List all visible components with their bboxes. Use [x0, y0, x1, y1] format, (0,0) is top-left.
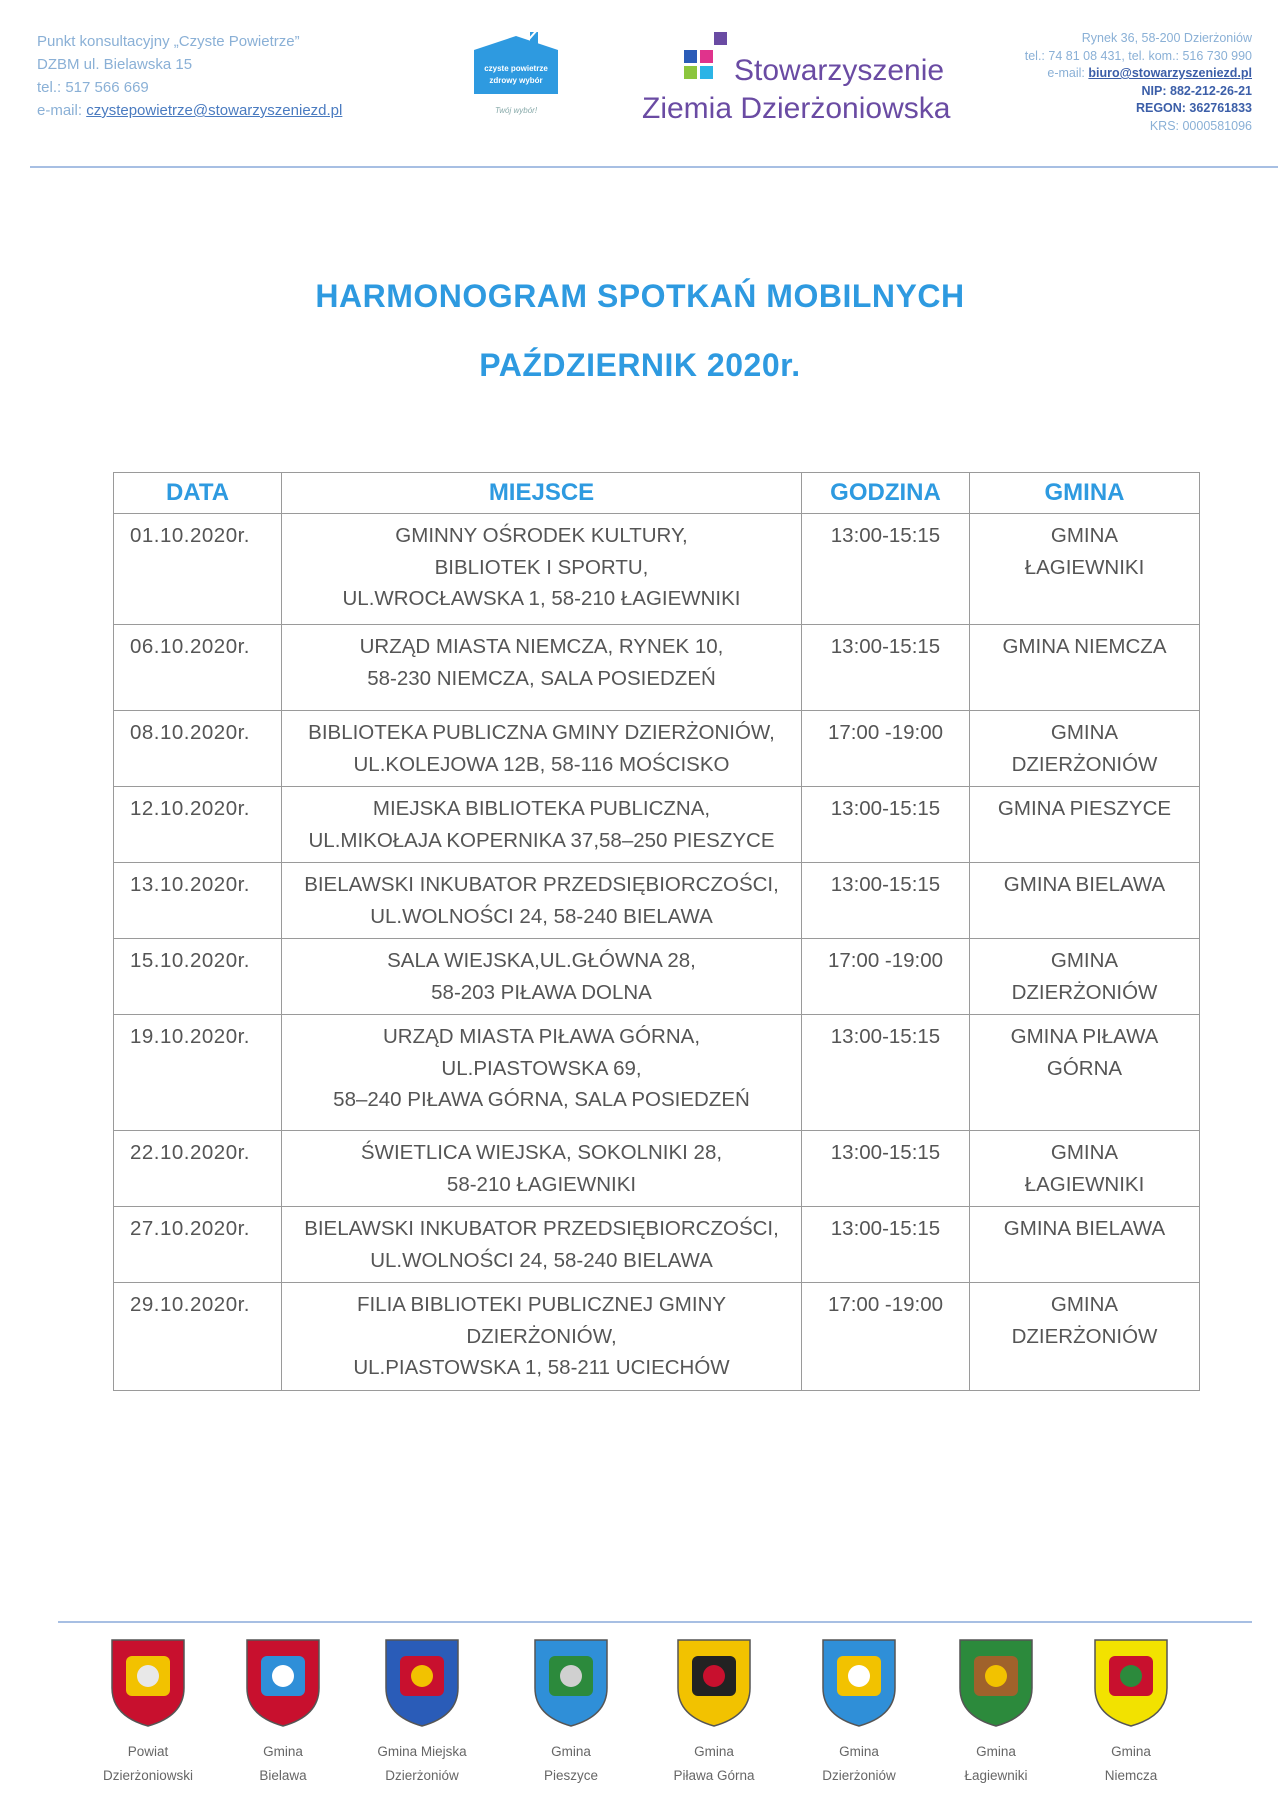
cell-hours: 13:00-15:15: [802, 1131, 970, 1207]
cell-place: [282, 1015, 802, 1131]
cell-date: 27.10.2020r.: [114, 1207, 282, 1283]
place-line: UL.PIASTOWSKA 1, 58-211 UCIECHÓW: [353, 1356, 730, 1379]
place-line: UL.KOLEJOWA 12B, 58-116 MOŚCISKO: [353, 752, 730, 776]
crest-label-line: Gmina: [976, 1744, 1016, 1759]
cell-date: 13.10.2020r.: [114, 863, 282, 939]
place-line: BIELAWSKI INKUBATOR PRZEDSIĘBIORCZOŚCI,: [304, 1217, 779, 1240]
logo-square: [684, 66, 697, 79]
crest-label-line: Gmina: [263, 1744, 303, 1759]
cell-place: [282, 1207, 802, 1283]
place-line: BIELAWSKI INKUBATOR PRZEDSIĘBIORCZOŚCI,: [304, 873, 779, 896]
commune-line: DZIERŻONIÓW: [1011, 752, 1158, 776]
cell-place: [282, 863, 802, 939]
commune-line: ŁAGIEWNIKI: [1024, 1172, 1145, 1196]
table-row: [114, 1283, 1200, 1391]
gmina-pieszyce-crest-icon: [531, 1636, 611, 1728]
commune-line: GMINA: [1050, 949, 1119, 972]
commune-line: GMINA: [1050, 1141, 1119, 1164]
cell-hours: 17:00 -19:00: [802, 939, 970, 1015]
logo-square: [714, 32, 727, 45]
logo-square: [700, 50, 713, 63]
column-header-place: MIEJSCE: [282, 473, 802, 514]
crest-label-line: Dzierżoniów: [822, 1768, 896, 1783]
cell-place: [282, 939, 802, 1015]
column-header-date: DATA: [114, 473, 282, 514]
crest-label-line: Pieszyce: [543, 1768, 599, 1783]
stowarzyszenie-logo: [640, 30, 950, 130]
table-row: [114, 1207, 1200, 1283]
gmina-dzierzoniow-label: [779, 1740, 939, 1788]
place-line: SALA WIEJSKA,UL.GŁÓWNA 28,: [387, 949, 696, 972]
consultation-point-contact: [37, 30, 342, 122]
column-header-hours: GODZINA: [802, 473, 970, 514]
cell-commune: [970, 863, 1200, 939]
contact-line: tel.: 517 566 669: [37, 79, 149, 96]
cell-date: 06.10.2020r.: [114, 625, 282, 711]
place-line: 58–240 PIŁAWA GÓRNA, SALA POSIEDZEŃ: [333, 1088, 750, 1111]
place-line: URZĄD MIASTA PIŁAWA GÓRNA,: [382, 1025, 701, 1048]
org-name-line2: Ziemia Dzierżoniowska: [642, 92, 951, 125]
commune-line: GMINA PIESZYCE: [997, 797, 1172, 820]
place-line: UL.WOLNOŚCI 24, 58-240 BIELAWA: [370, 904, 713, 928]
footer-divider: [58, 1621, 1252, 1623]
association-krs: KRS: 0000581096: [1149, 118, 1252, 133]
crest-label-line: Dzierżoniowski: [102, 1768, 194, 1783]
gmina-niemcza-label: [1051, 1740, 1211, 1788]
document-title: HARMONOGRAM SPOTKAŃ MOBILNYCH: [315, 278, 965, 314]
table-row: [114, 787, 1200, 863]
cell-hours: 13:00-15:15: [802, 1207, 970, 1283]
commune-line: GMINA PIŁAWA: [1010, 1025, 1159, 1048]
cell-place: [282, 514, 802, 625]
email-label: e-mail:: [37, 102, 83, 119]
place-line: BIBLIOTEKA PUBLICZNA GMINY DZIERŻONIÓW,: [308, 721, 775, 744]
schedule-table: [113, 472, 1200, 1391]
gmina-lagiewniki-crest-icon: [956, 1636, 1036, 1728]
crest-label-line: Dzierżoniów: [385, 1768, 459, 1783]
gmina-bielawa-label: [203, 1740, 363, 1788]
cp-logo-text-1: czyste powietrze: [484, 64, 548, 73]
cell-date: 22.10.2020r.: [114, 1131, 282, 1207]
gmina-niemcza-crest-icon: [1091, 1636, 1171, 1728]
commune-line: ŁAGIEWNIKI: [1024, 555, 1145, 579]
table-row: [114, 711, 1200, 787]
cell-commune: [970, 625, 1200, 711]
org-name-line1: Stowarzyszenie: [734, 54, 945, 87]
crest-label-line: Bielawa: [259, 1768, 307, 1783]
cell-commune: [970, 787, 1200, 863]
cell-commune: [970, 1283, 1200, 1391]
cell-commune: [970, 514, 1200, 625]
cell-commune: [970, 939, 1200, 1015]
document-subtitle: PAŹDZIERNIK 2020r.: [479, 347, 801, 383]
cell-hours: 13:00-15:15: [802, 514, 970, 625]
crest-label-line: Gmina: [1111, 1744, 1151, 1759]
contact-line: DZBM ul. Bielawska 15: [37, 56, 193, 73]
cell-place: [282, 1131, 802, 1207]
place-line: 58-210 ŁAGIEWNIKI: [446, 1172, 637, 1196]
crest-label-line: Powiat: [127, 1744, 169, 1759]
consultation-email-link[interactable]: czystepowietrze@stowarzyszeniezd.pl: [86, 102, 343, 119]
cell-hours: 13:00-15:15: [802, 1015, 970, 1131]
logo-square: [700, 66, 713, 79]
letterhead: [0, 0, 1280, 170]
place-line: DZIERŻONIÓW,: [466, 1324, 617, 1348]
commune-line: GMINA: [1050, 1293, 1119, 1316]
place-line: URZĄD MIASTA NIEMCZA, RYNEK 10,: [359, 635, 724, 658]
cell-commune: [970, 1207, 1200, 1283]
gmina-pieszyce-label: [491, 1740, 651, 1788]
association-regon: REGON: 362761833: [1135, 101, 1252, 115]
crest-label-line: Gmina: [839, 1744, 879, 1759]
place-line: 58-203 PIŁAWA DOLNA: [431, 980, 652, 1004]
cell-place: [282, 625, 802, 711]
crest-label-line: Gmina: [551, 1744, 591, 1759]
cell-commune: [970, 711, 1200, 787]
house-icon: [468, 28, 564, 108]
cell-place: [282, 711, 802, 787]
place-line: MIEJSKA BIBLIOTEKA PUBLICZNA,: [372, 797, 711, 820]
header-divider: [30, 166, 1278, 168]
crest-label-line: Niemcza: [1104, 1768, 1158, 1783]
commune-line: GMINA: [1050, 721, 1119, 744]
logo-square: [684, 50, 697, 63]
cell-date: 01.10.2020r.: [114, 514, 282, 625]
table-row: [114, 863, 1200, 939]
place-line: 58-230 NIEMCZA, SALA POSIEDZEŃ: [367, 666, 716, 690]
place-line: UL.WROCŁAWSKA 1, 58-210 ŁAGIEWNIKI: [342, 587, 741, 610]
cell-date: 12.10.2020r.: [114, 787, 282, 863]
schedule-rows: [114, 514, 1200, 1391]
gmina-miejska-dzierzoniow-crest-icon: [382, 1636, 462, 1728]
cell-hours: 13:00-15:15: [802, 863, 970, 939]
cell-hours: 13:00-15:15: [802, 625, 970, 711]
gmina-miejska-dzierzoniow-label: [342, 1740, 502, 1788]
cell-commune: [970, 1015, 1200, 1131]
table-row: [114, 1131, 1200, 1207]
commune-line: GÓRNA: [1046, 1056, 1123, 1080]
commune-line: GMINA: [1050, 524, 1119, 547]
place-line: UL.PIASTOWSKA 69,: [441, 1056, 642, 1080]
association-address: Rynek 36, 58-200 Dzierżoniów: [1081, 31, 1252, 45]
column-header-commune: GMINA: [970, 473, 1200, 514]
cell-place: [282, 787, 802, 863]
gmina-bielawa-crest-icon: [243, 1636, 323, 1728]
table-row: [114, 1015, 1200, 1131]
commune-line: GMINA NIEMCZA: [1002, 635, 1167, 658]
contact-line: Punkt konsultacyjny „Czyste Powietrze”: [37, 33, 300, 50]
place-line: UL.MIKOŁAJA KOPERNIKA 37,58–250 PIESZYCE: [308, 828, 775, 852]
table-row: [114, 939, 1200, 1015]
table-header-row: [114, 473, 1200, 514]
place-line: FILIA BIBLIOTEKI PUBLICZNEJ GMINY: [356, 1293, 727, 1316]
cp-logo-caption: Twój wybór!: [494, 106, 538, 115]
place-line: BIBLIOTEK I SPORTU,: [434, 555, 649, 579]
cell-date: 29.10.2020r.: [114, 1283, 282, 1391]
crest-label-line: Piława Górna: [673, 1768, 755, 1783]
gmina-pilawa-gorna-label: [634, 1740, 794, 1788]
commune-line: GMINA BIELAWA: [1003, 873, 1166, 896]
table-row: [114, 625, 1200, 711]
cell-hours: 13:00-15:15: [802, 787, 970, 863]
cell-hours: 17:00 -19:00: [802, 1283, 970, 1391]
commune-line: DZIERŻONIÓW: [1011, 980, 1158, 1004]
association-email-link[interactable]: biuro@stowarzyszeniezd.pl: [1088, 66, 1252, 80]
table-row: [114, 514, 1200, 625]
contact-email-row: [37, 99, 342, 122]
gmina-pilawa-gorna-crest-icon: [674, 1636, 754, 1728]
commune-line: GMINA BIELAWA: [1003, 1217, 1166, 1240]
association-email-row: [1025, 65, 1252, 83]
crest-label-line: Łagiewniki: [964, 1768, 1028, 1783]
association-phones: tel.: 74 81 08 431, tel. kom.: 516 730 990: [1024, 48, 1252, 63]
gmina-dzierzoniow-crest-icon: [819, 1636, 899, 1728]
cell-date: 15.10.2020r.: [114, 939, 282, 1015]
cell-hours: 17:00 -19:00: [802, 711, 970, 787]
association-nip: NIP: 882-212-26-21: [1141, 83, 1252, 98]
email-label: e-mail:: [1047, 66, 1085, 80]
cell-date: 08.10.2020r.: [114, 711, 282, 787]
powiat-dzierzoniowski-crest-icon: [108, 1636, 188, 1728]
cell-commune: [970, 1131, 1200, 1207]
cp-logo-text-2: zdrowy wybór: [489, 76, 543, 85]
place-line: GMINNY OŚRODEK KULTURY,: [395, 524, 688, 547]
place-line: UL.WOLNOŚCI 24, 58-240 BIELAWA: [370, 1248, 713, 1272]
cell-date: 19.10.2020r.: [114, 1015, 282, 1131]
commune-line: DZIERŻONIÓW: [1011, 1324, 1158, 1348]
czyste-powietrze-logo: [468, 28, 564, 120]
crest-label-line: Gmina Miejska: [377, 1744, 467, 1759]
cell-place: [282, 1283, 802, 1391]
place-line: ŚWIETLICA WIEJSKA, SOKOLNIKI 28,: [360, 1141, 723, 1164]
crest-label-line: Gmina: [694, 1744, 734, 1759]
association-contact: [1025, 30, 1252, 135]
